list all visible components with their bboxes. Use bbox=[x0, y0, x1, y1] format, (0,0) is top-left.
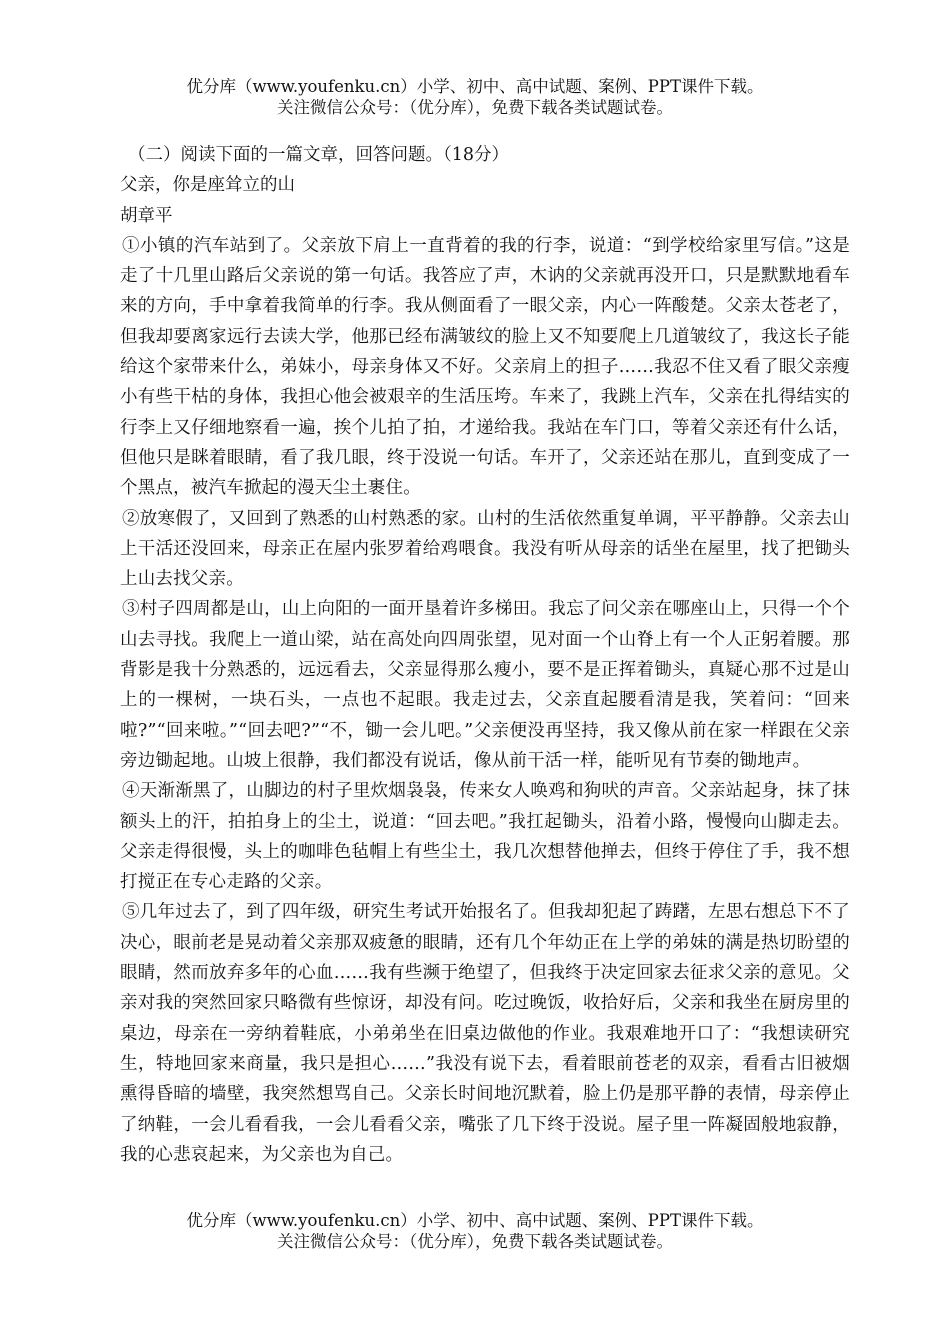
header-line-1: 优分库（www.youfenku.cn）小学、初中、高中试题、案例、PPT课件下载。 bbox=[186, 77, 764, 96]
paragraph-1 bbox=[120, 231, 850, 504]
paragraph-number: ③ bbox=[122, 599, 140, 620]
paragraph-text: 村子四周都是山，山上向阳的一面开垦着许多梯田。我忘了问父亲在哪座山上，只得一个个山去寻找。我爬上一道山梁，站在高处向四周张望，见对面一个山脊上有一个人正躬着腰。那背影是我十分熟悉的，远远看去，父亲显得那么瘦小，要不是正挥着锄头，真疑心那不过是山上的一棵树，一块石头，一点也不起眼。我走过去，父亲直起腰看清是我，笑着问：“回来啦?”“回来啦。”“回去吧?”“不，锄一会儿吧。”父亲便没再坚持，我又像从前在家一样跟在父亲旁边锄起地。山坡上很静，我们都没有说话，像从前干活一样，能听见有节奏的锄地声。 bbox=[120, 599, 851, 771]
paragraph-text: 小镇的汽车站到了。父亲放下肩上一直背着的我的行李，说道：“到学校给家里写信。”这是走了十几里山路后父亲说的第一句话。我答应了声，木讷的父亲就再没开口，只是默默地看车来的方向，手中拿着我简单的行李。我从侧面看了一眼父亲，内心一阵酸楚。父亲太苍老了，但我却要离家远行去读大学，他那已经布满皱纹的脸上又不知要爬上几道皱纹了，我这长子能给这个家带来什么，弟妹小，母亲身体又不好。父亲肩上的担子……我忍不住又看了眼父亲瘦小有些干枯的身体，我担心他会被艰辛的生活压垮。车来了，我跳上汽车，父亲在扎得结实的行李上又仔细地察看一遍，挨个儿拍了拍，才递给我。我站在车门口，等着父亲还有什么话，但他只是眯着眼睛，看了我几眼，终于没说一句话。车开了，父亲还站在那儿，直到变成了一个黑点，被汽车掀起的漫天尘土裹住。 bbox=[120, 235, 851, 499]
paragraph-number: ④ bbox=[122, 781, 140, 802]
paragraph-number: ⑤ bbox=[122, 902, 140, 923]
paragraph-text: 几年过去了，到了四年级，研究生考试开始报名了。但我却犯起了踌躇，左思右想总下不了决心，眼前老是晃动着父亲那双疲惫的眼睛，还有几个年幼正在上学的弟妹的满是热切盼望的眼睛，然而放弃多年的心血……我有些濒于绝望了，但我终于决定回家去征求父亲的意见。父亲对我的突然回家只略微有些惊讶，却没有问。吃过晚饭，收拾好后，父亲和我坐在厨房里的桌边，母亲在一旁纳着鞋底，小弟弟坐在旧桌边做他的作业。我艰难地开口了：“我想读研究生，特地回家来商量，我只是担心……”我没有说下去，看着眼前苍老的双亲，看看古旧被烟熏得昏暗的墙壁，我突然想骂自己。父亲长时间地沉默着，脸上仍是那平静的表情，母亲停止了纳鞋，一会儿看看我，一会儿看看父亲，嘴张了几下终于没说。屋子里一阵凝固般地寂静，我的心悲哀起来，为父亲也为自己。 bbox=[120, 902, 851, 1165]
article-author: 胡章平 bbox=[120, 205, 173, 226]
paragraph-number: ② bbox=[122, 508, 140, 529]
paragraph-5 bbox=[120, 897, 850, 1170]
footer-line-1: 优分库（www.youfenku.cn）小学、初中、高中试题、案例、PPT课件下载。 bbox=[186, 1211, 764, 1230]
article-body bbox=[120, 140, 850, 1170]
paragraph-4 bbox=[120, 776, 850, 897]
page-footer bbox=[0, 1210, 950, 1252]
footer-line-2: 关注微信公众号：（优分库），免费下载各类试题试卷。 bbox=[277, 1232, 673, 1251]
header-line-2: 关注微信公众号：（优分库），免费下载各类试题试卷。 bbox=[277, 98, 673, 117]
section-heading: （二）阅读下面的一篇文章，回答问题。（18分） bbox=[128, 145, 510, 165]
paragraph-2 bbox=[120, 504, 850, 595]
paragraph-3 bbox=[120, 594, 850, 776]
paragraph-text: 天渐渐黑了，山脚边的村子里炊烟袅袅，传来女人唤鸡和狗吠的声音。父亲站起身，抹了抹额头上的汗，拍拍身上的尘土，说道：“回去吧。”我扛起锄头，沿着小路，慢慢向山脚走去。父亲走得很慢，头上的咖啡色毡帽上有些尘土，我几次想替他掸去，但终于停住了手，我不想打搅正在专心走路的父亲。 bbox=[120, 781, 851, 893]
paragraph-number: ① bbox=[122, 235, 140, 256]
article-title: 父亲，你是座耸立的山 bbox=[120, 175, 295, 196]
page-header bbox=[0, 76, 950, 118]
paragraph-text: 放寒假了，又回到了熟悉的山村熟悉的家。山村的生活依然重复单调，平平静静。父亲去山上干活还没回来，母亲正在屋内张罗着给鸡喂食。我没有听从母亲的话坐在屋里，找了把锄头上山去找父亲。 bbox=[120, 508, 851, 590]
